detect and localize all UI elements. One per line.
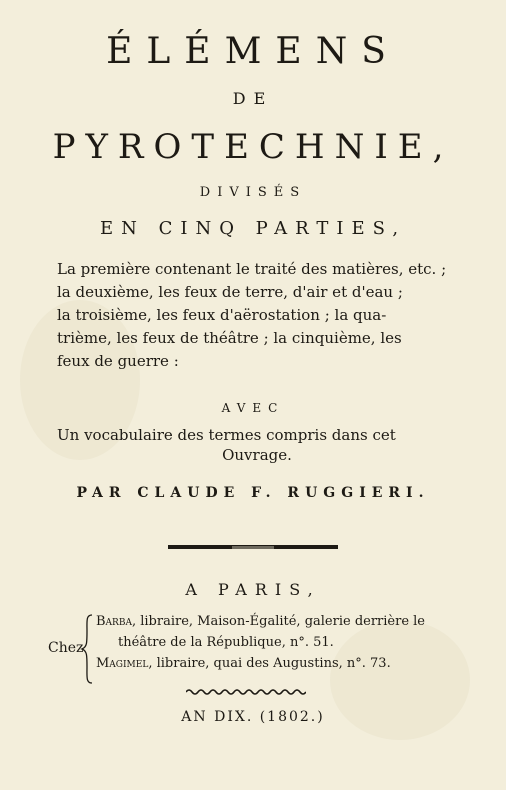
description-line: feux de guerre :	[57, 352, 179, 370]
publisher-name: Barba	[96, 614, 132, 629]
publisher-address-continued: théâtre de la République, n°. 51.	[118, 635, 334, 650]
title-de: DE	[232, 89, 274, 108]
publisher-address: , libraire, quai des Augustins, n°. 73.	[148, 656, 391, 671]
vocabulary-line: Un vocabulaire des termes compris dans cet	[57, 426, 396, 444]
divider-rule-ornament	[232, 546, 274, 549]
publication-date: AN DIX. (1802.)	[181, 709, 325, 725]
publisher-magimel	[96, 653, 476, 674]
description-line: la troisième, les feux d'aërostation ; la qua-	[57, 306, 387, 324]
avec-heading: AVEC	[221, 401, 285, 415]
title-elemens: ÉLÉMENS	[106, 31, 400, 72]
publishers-list	[96, 611, 476, 674]
description-line: la deuxième, les feux de terre, d'air et d'eau ;	[57, 283, 403, 301]
description-line: trième, les feux de théâtre ; la cinquième, les	[57, 329, 402, 347]
imprint-place: A PARIS,	[185, 580, 321, 599]
subtitle-divises: DIVISÉS	[199, 185, 307, 200]
vocabulary-note	[57, 425, 457, 465]
curly-brace-icon	[80, 613, 94, 685]
subtitle-parties: EN CINQ PARTIES,	[99, 218, 407, 239]
author-line: PAR CLAUDE F. RUGGIERI.	[76, 485, 430, 501]
publisher-name: Magimel	[96, 656, 149, 671]
title-pyrotechnie: PYROTECHNIE,	[52, 127, 454, 167]
publisher-barba	[96, 611, 476, 632]
chez-label: Chez	[48, 640, 84, 656]
ornament-rule	[186, 688, 306, 696]
publisher-address: , libraire, Maison-Égalité, galerie derrière le	[131, 614, 425, 629]
contents-description	[57, 258, 457, 373]
description-line: La première contenant le traité des matières, etc. ;	[57, 260, 447, 278]
vocabulary-line: Ouvrage.	[222, 446, 292, 464]
